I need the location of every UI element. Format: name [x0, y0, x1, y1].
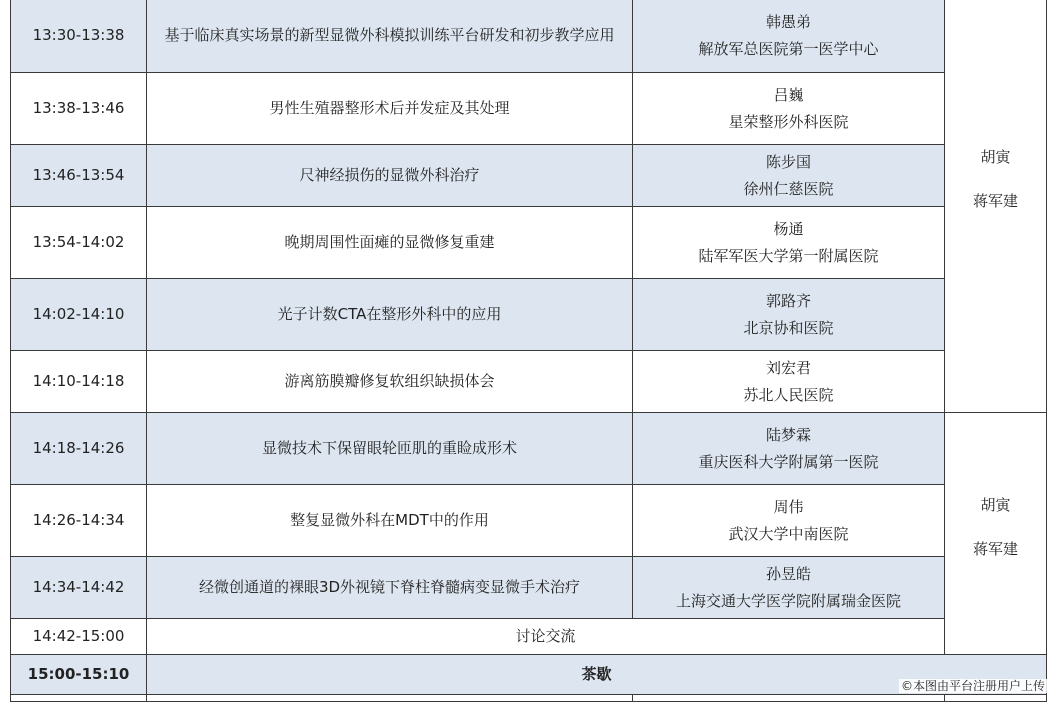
topic-cell: 整复显微外科在MDT中的作用: [147, 485, 633, 557]
speaker-org: 重庆医科大学附属第一医院: [698, 452, 879, 471]
speaker-cell: [633, 557, 945, 619]
speaker-name: 陆梦霖: [765, 425, 811, 444]
topic-cell: 经微创通道的裸眼3D外视镜下脊柱脊髓病变显微手术治疗: [147, 557, 633, 619]
speaker-name: 杨通: [773, 219, 804, 238]
speaker-org: 上海交通大学医学院附属瑞金医院: [675, 591, 901, 610]
schedule-table: [10, 0, 1047, 702]
table-row: [11, 145, 1047, 207]
speaker-name: 郭路齐: [765, 291, 811, 310]
topic-cell: 晚期周围性面瘫的显微修复重建: [147, 207, 633, 279]
discussion-cell: 讨论交流: [147, 619, 945, 655]
time-cell: 13:30-13:38: [11, 0, 147, 73]
topic-cell: 光子计数CTA在整形外科中的应用: [147, 279, 633, 351]
speaker-cell: [633, 413, 945, 485]
time-cell: 15:00-15:10: [11, 655, 147, 695]
speaker-cell: [633, 0, 945, 73]
chair-cell: [945, 413, 1047, 655]
speaker-org: 星荣整形外科医院: [728, 112, 849, 131]
speaker-name: 刘宏君: [765, 358, 811, 377]
time-cell: 13:46-13:54: [11, 145, 147, 207]
speaker-name: 韩愚弟: [765, 12, 811, 31]
watermark-text: ©本图由平台注册用户上传: [900, 679, 1045, 693]
table-row: [11, 557, 1047, 619]
time-cell: 13:38-13:46: [11, 73, 147, 145]
speaker-name: 周伟: [773, 497, 804, 516]
speaker-name: 陈步国: [765, 152, 811, 171]
speaker-org: 解放军总医院第一医学中心: [698, 39, 879, 58]
speaker-cell: [633, 73, 945, 145]
topic-cell: 显微技术下保留眼轮匝肌的重睑成形术: [147, 413, 633, 485]
topic-cell: 基于临床真实场景的新型显微外科模拟训练平台研发和初步教学应用: [147, 0, 633, 73]
time-cell: 14:34-14:42: [11, 557, 147, 619]
speaker-name: 孙昱皓: [765, 564, 811, 583]
chair-name: 蒋军建: [972, 192, 1018, 210]
chair-cell: [945, 0, 1047, 413]
table-row: [11, 0, 1047, 73]
speaker-org: 陆军军医大学第一附属医院: [698, 246, 879, 265]
break-row: [11, 655, 1047, 695]
break-cell: 茶歇: [147, 655, 1047, 695]
speaker-cell: [633, 351, 945, 413]
table-row: [11, 413, 1047, 485]
speaker-cell: [633, 145, 945, 207]
topic-cell: 尺神经损伤的显微外科治疗: [147, 145, 633, 207]
time-cell: 14:18-14:26: [11, 413, 147, 485]
table-row: [11, 485, 1047, 557]
speaker-cell: [633, 485, 945, 557]
time-cell: 14:26-14:34: [11, 485, 147, 557]
speaker-org: 北京协和医院: [743, 318, 834, 337]
time-cell: 14:42-15:00: [11, 619, 147, 655]
discussion-row: [11, 619, 1047, 655]
speaker-org: 武汉大学中南医院: [728, 524, 849, 543]
chair-name: 蒋军建: [972, 540, 1018, 558]
speaker-name: 吕巍: [773, 85, 804, 104]
speaker-org: 徐州仁慈医院: [743, 179, 834, 198]
chair-name: 胡寅: [980, 496, 1011, 514]
time-cell: 14:10-14:18: [11, 351, 147, 413]
table-row: [11, 73, 1047, 145]
speaker-org: 苏北人民医院: [743, 385, 834, 404]
chair-name: 胡寅: [980, 148, 1011, 166]
table-row: [11, 351, 1047, 413]
time-cell: 13:54-14:02: [11, 207, 147, 279]
time-cell: 14:02-14:10: [11, 279, 147, 351]
table-row: [11, 279, 1047, 351]
table-row: [11, 207, 1047, 279]
table-row: [11, 695, 1047, 702]
topic-cell: 男性生殖器整形术后并发症及其处理: [147, 73, 633, 145]
speaker-cell: [633, 207, 945, 279]
speaker-cell: [633, 279, 945, 351]
topic-cell: 游离筋膜瓣修复软组织缺损体会: [147, 351, 633, 413]
